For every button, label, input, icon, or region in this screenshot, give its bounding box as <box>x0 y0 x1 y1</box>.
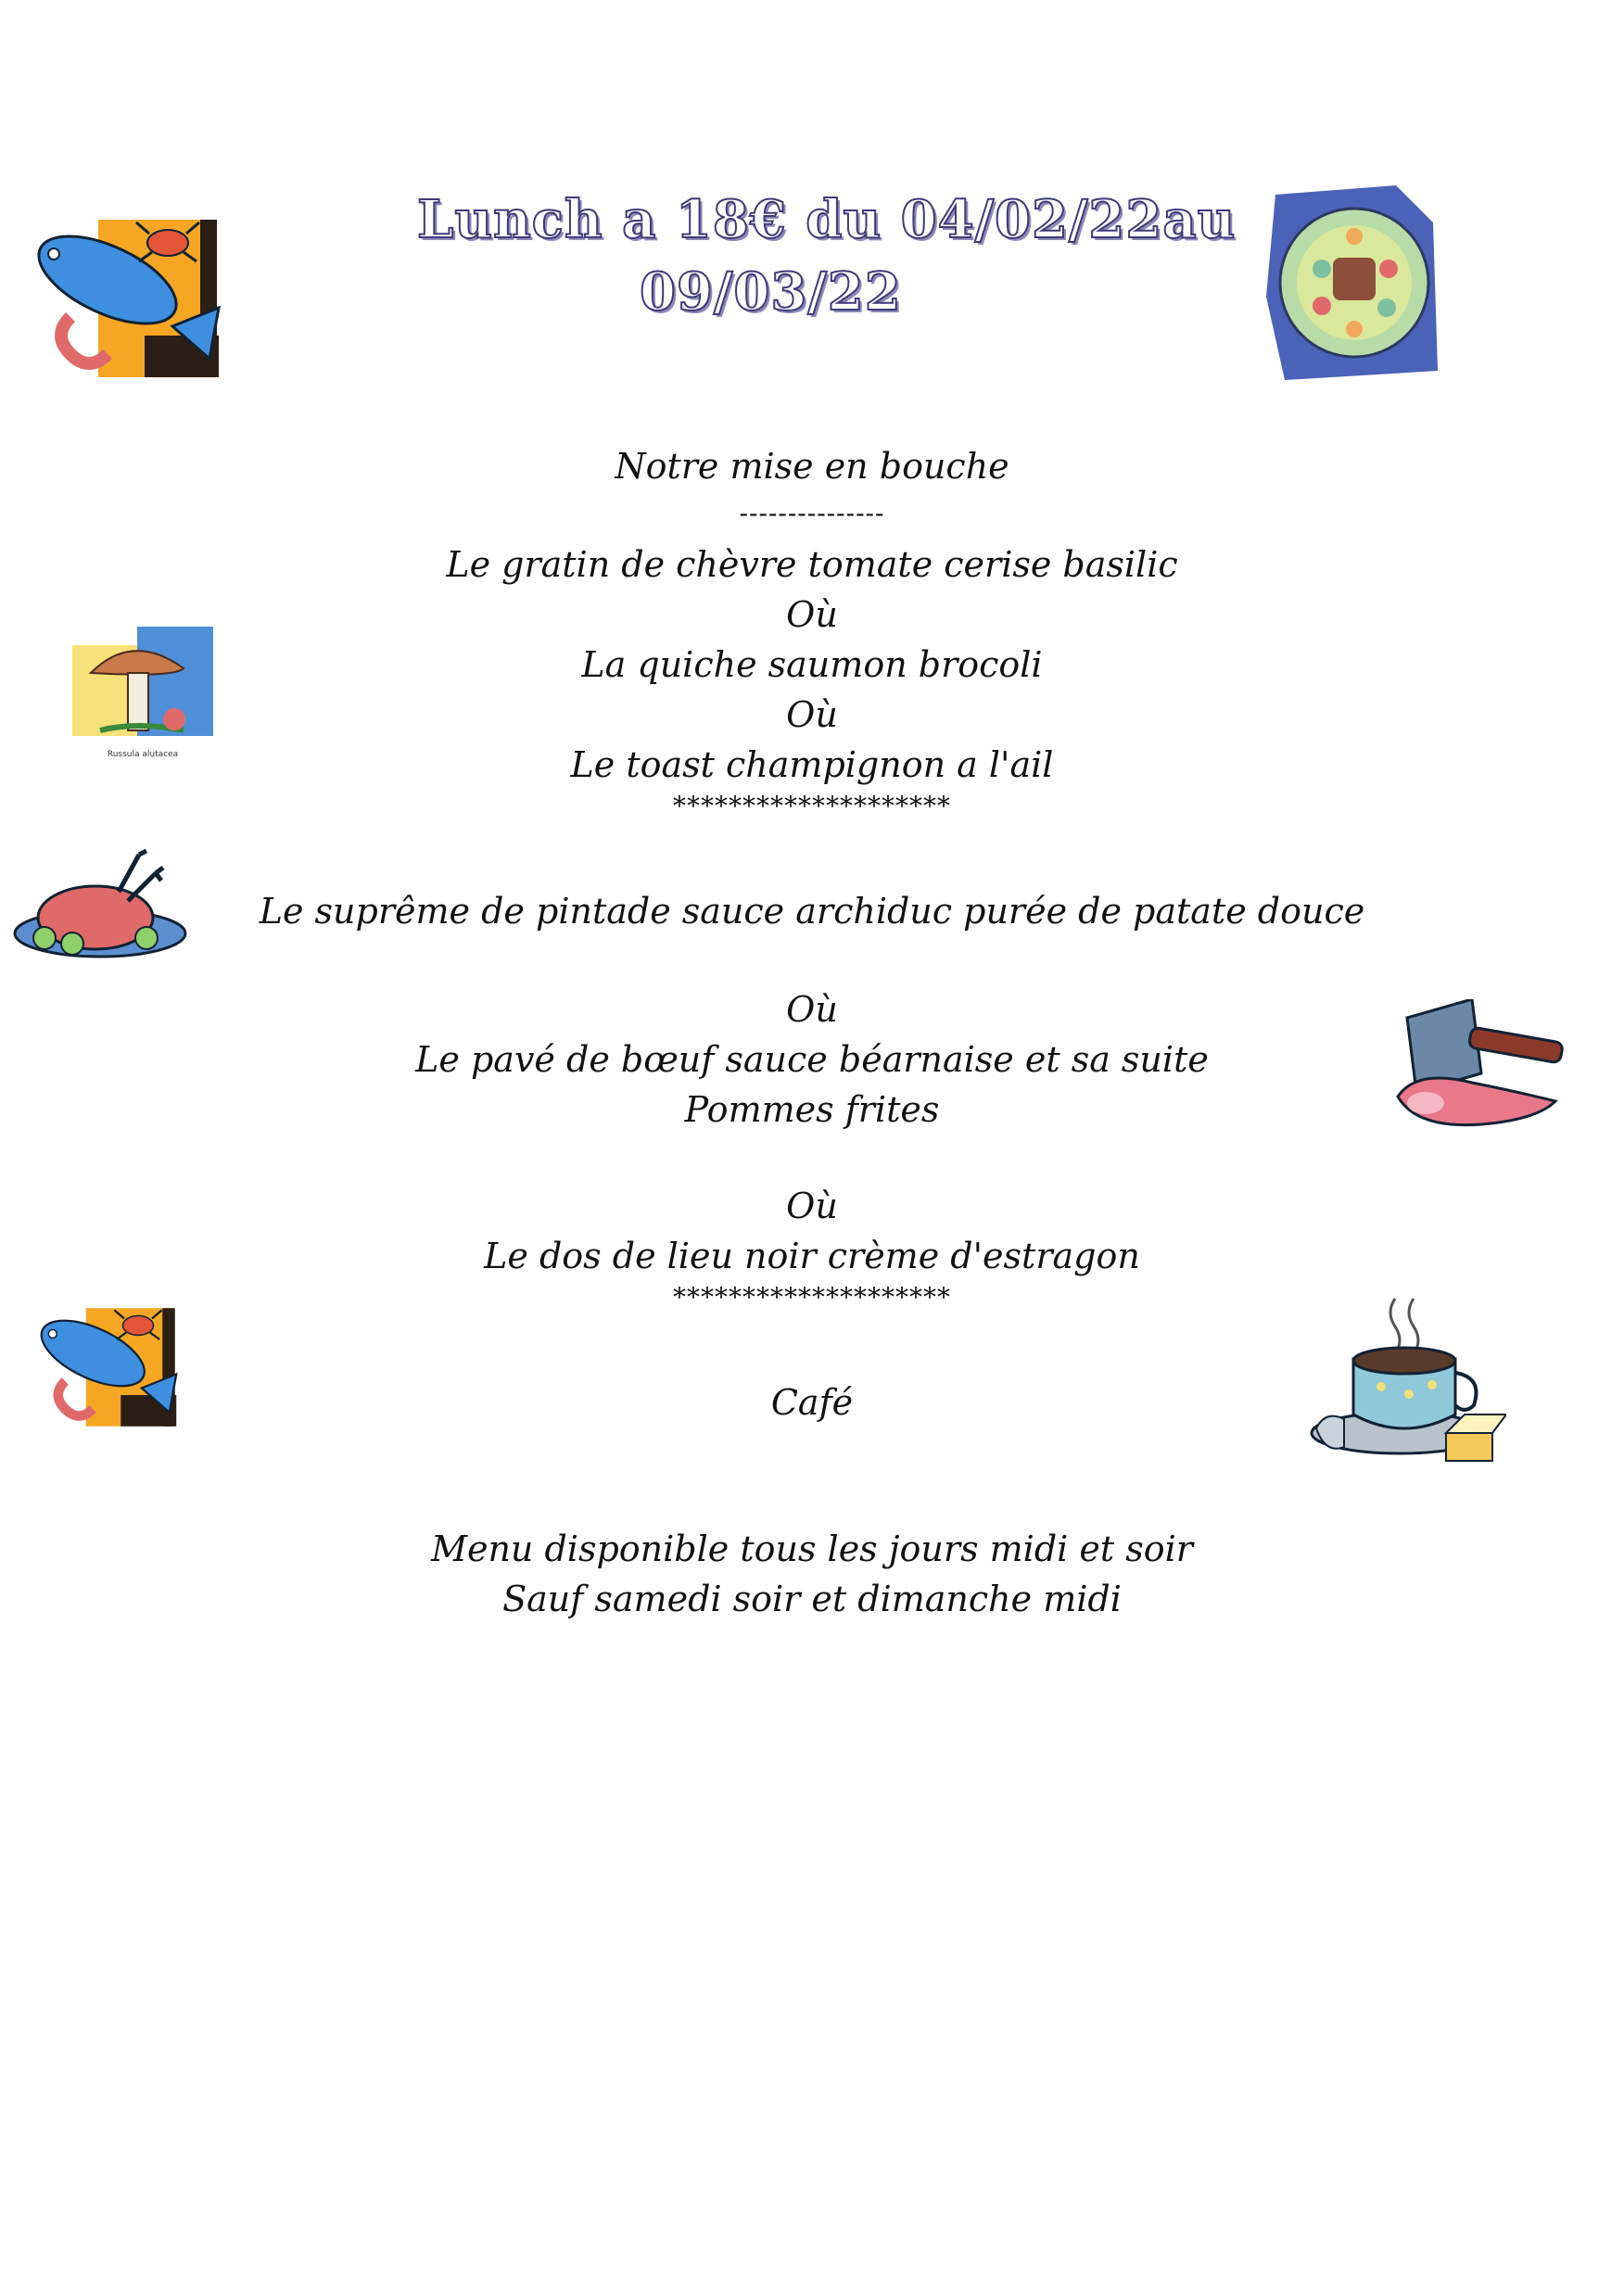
main-3: Le dos de lieu noir crème d'estragon <box>484 1236 1140 1276</box>
or-separator: Où <box>786 1186 838 1226</box>
menu-title-line2: 09/03/22 <box>640 261 902 323</box>
roast-chicken-illustration <box>7 845 193 961</box>
or-separator: Où <box>786 594 838 635</box>
availability-line-2: Sauf samedi soir et dimanche midi <box>502 1579 1122 1619</box>
star-separator: ******************** <box>673 791 951 821</box>
availability-line-1: Menu disponible tous les jours midi et soir <box>431 1529 1193 1569</box>
fish-crab-illustration <box>33 206 228 391</box>
coffee-cup-illustration <box>1307 1294 1506 1470</box>
mushroom-caption: Russula alutacea <box>107 750 179 759</box>
star-separator: ******************** <box>673 1282 951 1313</box>
dash-separator: --------------- <box>739 498 885 528</box>
starter-1: Le gratin de chèvre tomate cerise basilic <box>446 544 1178 585</box>
or-separator: Où <box>786 989 838 1030</box>
main-1: Le suprême de pintade sauce archiduc purée de patate douce <box>259 891 1365 932</box>
starter-2: La quiche saumon brocoli <box>581 644 1043 685</box>
mushroom-illustration <box>72 627 213 764</box>
main-2: Le pavé de bœuf sauce béarnaise et sa suite <box>415 1039 1209 1080</box>
coffee: Café <box>770 1382 854 1423</box>
starter-3: Le toast champignon a l'ail <box>570 744 1054 785</box>
plate-dish-illustration <box>1257 185 1442 385</box>
main-2-side: Pommes frites <box>684 1089 940 1130</box>
fish-crab-illustration <box>33 1298 187 1437</box>
menu-title-line1: Lunch a 18€ du 04/02/22au <box>417 189 1237 250</box>
amuse-bouche-heading: Notre mise en bouche <box>615 446 1009 487</box>
cleaver-meat-illustration <box>1389 999 1583 1138</box>
or-separator: Où <box>786 694 838 735</box>
